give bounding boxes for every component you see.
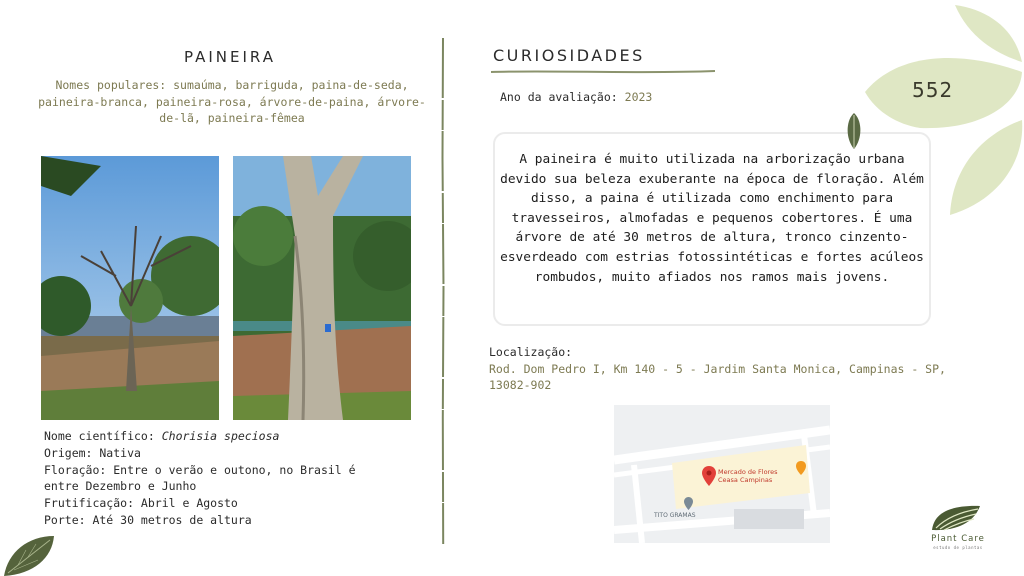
decorative-leaf-bottom-left (0, 530, 60, 576)
tree-photo-1 (41, 156, 219, 420)
record-number: 552 (912, 78, 954, 102)
scientific-name-row (44, 428, 384, 445)
popular-names: Nomes populares: sumaúma, barriguda, paina-de-seda, paineira-branca, paineira-rosa, árvore-de-paina, árvore-de-lã, paineira-fêmea (38, 78, 426, 125)
fruiting: Frutificação: Abril e Agosto (44, 496, 238, 511)
tree-photo-2 (233, 156, 411, 420)
leaf-icon (844, 112, 864, 150)
scientific-name: Chorisia speciosa (161, 429, 280, 443)
title-underline (491, 69, 715, 75)
location-map[interactable] (614, 405, 830, 543)
map-nearby-label: TITO GRAMAS (654, 512, 696, 519)
section-title: CURIOSIDADES (493, 46, 645, 65)
vertical-divider (441, 38, 445, 544)
origin: Origem: Nativa (44, 445, 141, 460)
map-place-line-2: Ceasa Campinas (718, 476, 773, 484)
evaluation-year-label: Ano da avaliação: (500, 90, 618, 104)
nearby-pin-icon (684, 497, 693, 510)
location-address (489, 361, 959, 393)
address-line-1: Rod. Dom Pedro I, Km 140 - 5 - Jardim Santa Monica, Campinas - SP, (489, 362, 946, 376)
map-pin-icon[interactable] (702, 466, 716, 486)
brand-name: Plant Care (931, 534, 985, 544)
shop-pin-icon (796, 461, 806, 475)
brand-tagline: estudo de plantas (933, 545, 983, 550)
species-info (44, 428, 384, 529)
address-line-2: 13082-902 (489, 378, 552, 392)
scientific-name-label: Nome científico: (44, 429, 155, 443)
location-label: Localização: (489, 345, 573, 359)
evaluation-year (500, 90, 652, 104)
map-place-name (718, 468, 778, 484)
page-title: PAINEIRA (184, 48, 276, 66)
curiosity-text: A paineira é muito utilizada na arborização urbana devido sua beleza exuberante na época de floração. Além disso, a paina é utilizada como enchimento para travesseiros, almofadas e pequenos cobertores. É uma árvore de até 30 metros de altura, tronco cinzento-esverdeado com estrias fotossintéticas e fortes acúleos rombudos, muito afiados nos ramos mais jovens. (500, 152, 924, 285)
map-place-line-1: Mercado de Flores (718, 468, 778, 476)
flowering-line-1: Floração: Entre o verão e outono, no Brasil é (44, 462, 356, 477)
evaluation-year-value: 2023 (624, 90, 653, 104)
flowering-line-2: entre Dezembro e Junho (44, 479, 197, 494)
brand-leaf-icon (930, 502, 982, 532)
size: Porte: Até 30 metros de altura (44, 512, 252, 527)
